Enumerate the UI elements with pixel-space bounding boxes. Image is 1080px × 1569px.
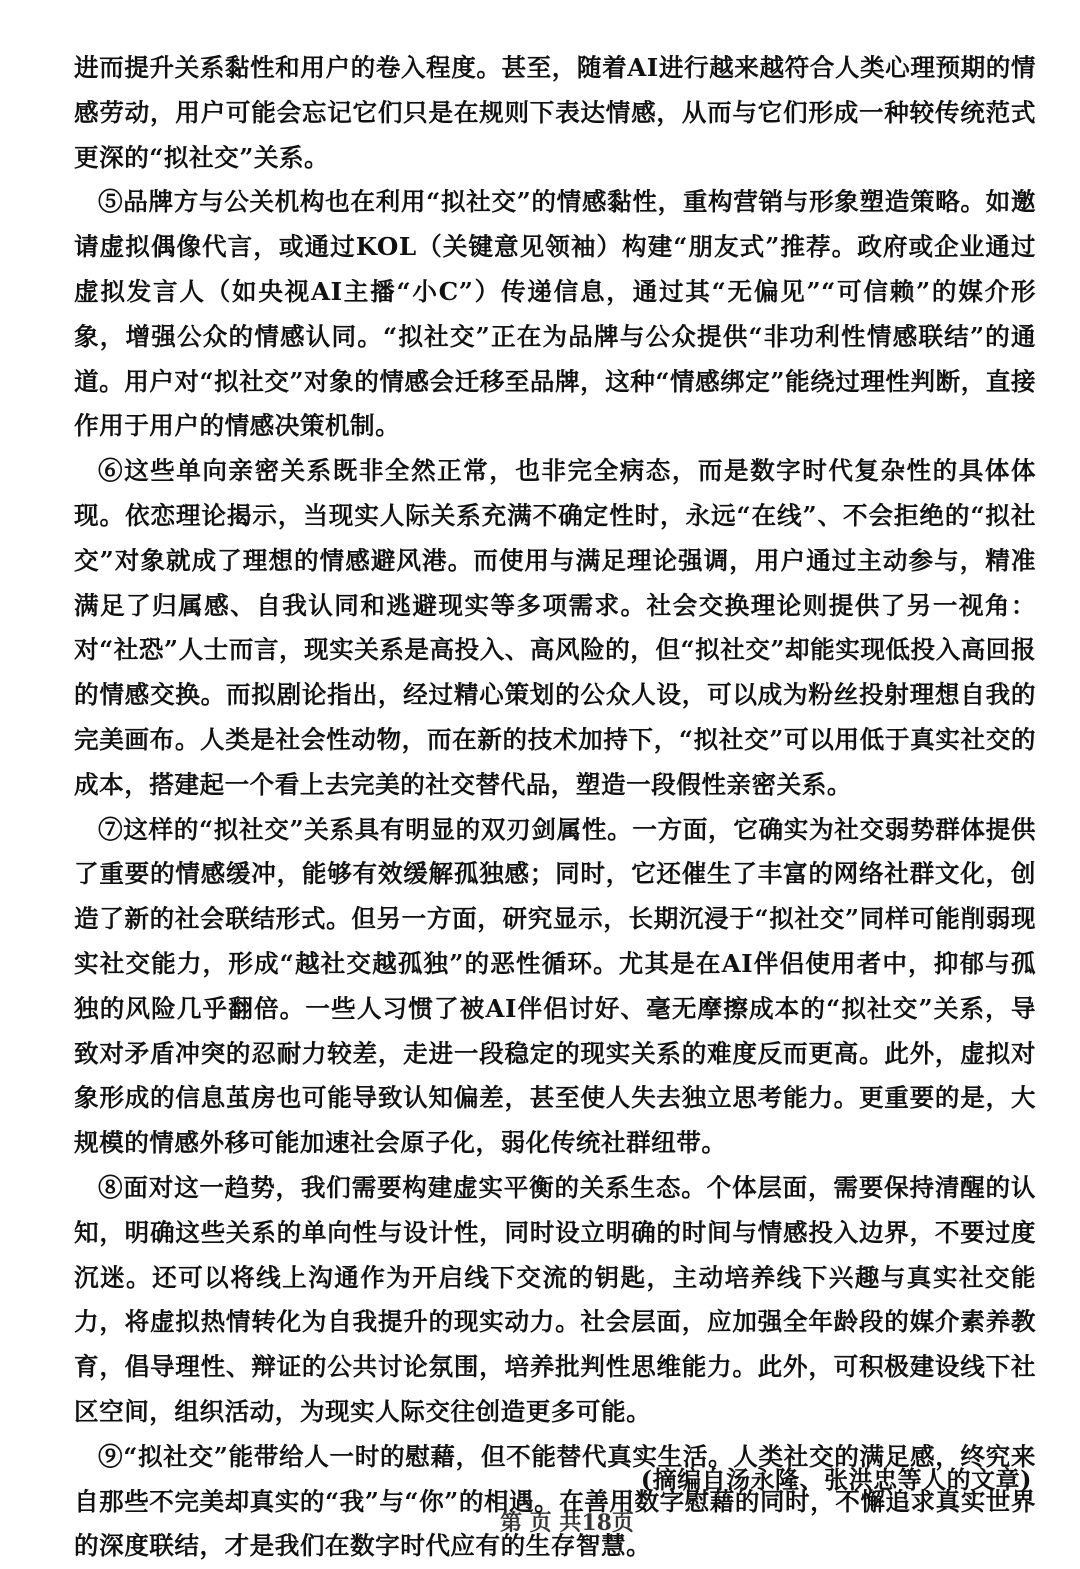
paragraph-5: ⑤品牌方与公关机构也在利用“拟社交”的情感黏性，重构营销与形象塑造策略。如邀请虚拟偶像代言，或通过KOL（关键意见领袖）构建“朋友式”推荐。政府或企业通过虚拟发言人（如央视AI主播“小C”）传递信息，通过其“无偏见”“可信赖”的媒介形象，增强公众的情感认同。“拟社交”正在为品牌与公众提供“非功利性情感联结”的通道。用户对“拟社交”对象的情感会迁移至品牌，这种“情感绑定”能绕过理性判断，直接作用于用户的情感决策机制。 — [74, 187, 1036, 441]
paragraph-9: ⑨“拟社交”能带给人一时的慰藉，但不能替代真实生活。人类社交的满足感，终究来自那些不完美却真实的“我”与“你”的相遇。在善用数字慰藉的同时，不懈追求真实世界的深度联结，才是我们在数字时代应有的生存智慧。 — [74, 1441, 1036, 1561]
paragraph-6: ⑥这些单向亲密关系既非全然正常，也非完全病态，而是数字时代复杂性的具体体现。依恋理论揭示，当现实人际关系充满不确定性时，永远“在线”、不会拒绝的“拟社交”对象就成了理想的情感避风港。而使用与满足理论强调，用户通过主动参与，精准满足了归属感、自我认同和逃避现实等多项需求。社会交换理论则提供了另一视角：对“社恐”人士而言，现实关系是高投入、高风险的，但“拟社交”却能实现低投入高回报的情感交换。而拟剧论指出，经过精心策划的公众人设，可以成为粉丝投射理想自我的完美画布。人类是社会性动物，而在新的技术加持下，“拟社交”可以用低于真实社交的成本，搭建起一个看上去完美的社交替代品，塑造一段假性亲密关系。 — [74, 456, 1036, 799]
page-footer: 第 页 共18页 — [500, 1510, 634, 1536]
paragraph-8: ⑧面对这一趋势，我们需要构建虚实平衡的关系生态。个体层面，需要保持清醒的认知，明确这些关系的单向性与设计性，同时设立明确的时间与情感投入边界，不要过度沉迷。还可以将线上沟通作为开启线下交流的钥匙，主动培养线下兴趣与真实社交能力，将虚拟热情转化为自我提升的现实动力。社会层面，应加强全年龄段的媒介素养教育，倡导理性、辩证的公共讨论氛围，培养批判性思维能力。此外，可积极建设线下社区空间，组织活动，为现实人际交往创造更多可能。 — [74, 1172, 1036, 1426]
article-body — [74, 46, 1036, 1569]
paragraph-continued: 进而提升关系黏性和用户的卷入程度。甚至，随着AI进行越来越符合人类心理预期的情感劳动，用户可能会忘记它们只是在规则下表达情感，从而与它们形成一种较传统范式更深的“拟社交”关系。 — [74, 53, 1036, 172]
source-attribution: (摘编自汤永隆、张洪忠等人的文章) — [640, 1465, 1032, 1494]
paragraph-7: ⑦这样的“拟社交”关系具有明显的双刃剑属性。一方面，它确实为社交弱势群体提供了重要的情感缓冲，能够有效缓解孤独感；同时，它还催生了丰富的网络社群文化，创造了新的社会联结形式。但另一方面，研究显示，长期沉浸于“拟社交”同样可能削弱现实社交能力，形成“越社交越孤独”的恶性循环。尤其是在AI伴侣使用者中，抑郁与孤独的风险几乎翻倍。一些人习惯了被AI伴侣讨好、毫无摩擦成本的“拟社交”关系，导致对矛盾冲突的忍耐力较差，走进一段稳定的现实关系的难度反而更高。此外，虚拟对象形成的信息茧房也可能导致认知偏差，甚至使人失去独立思考能力。更重要的是，大规模的情感外移可能加速社会原子化，弱化传统社群纽带。 — [74, 814, 1036, 1158]
